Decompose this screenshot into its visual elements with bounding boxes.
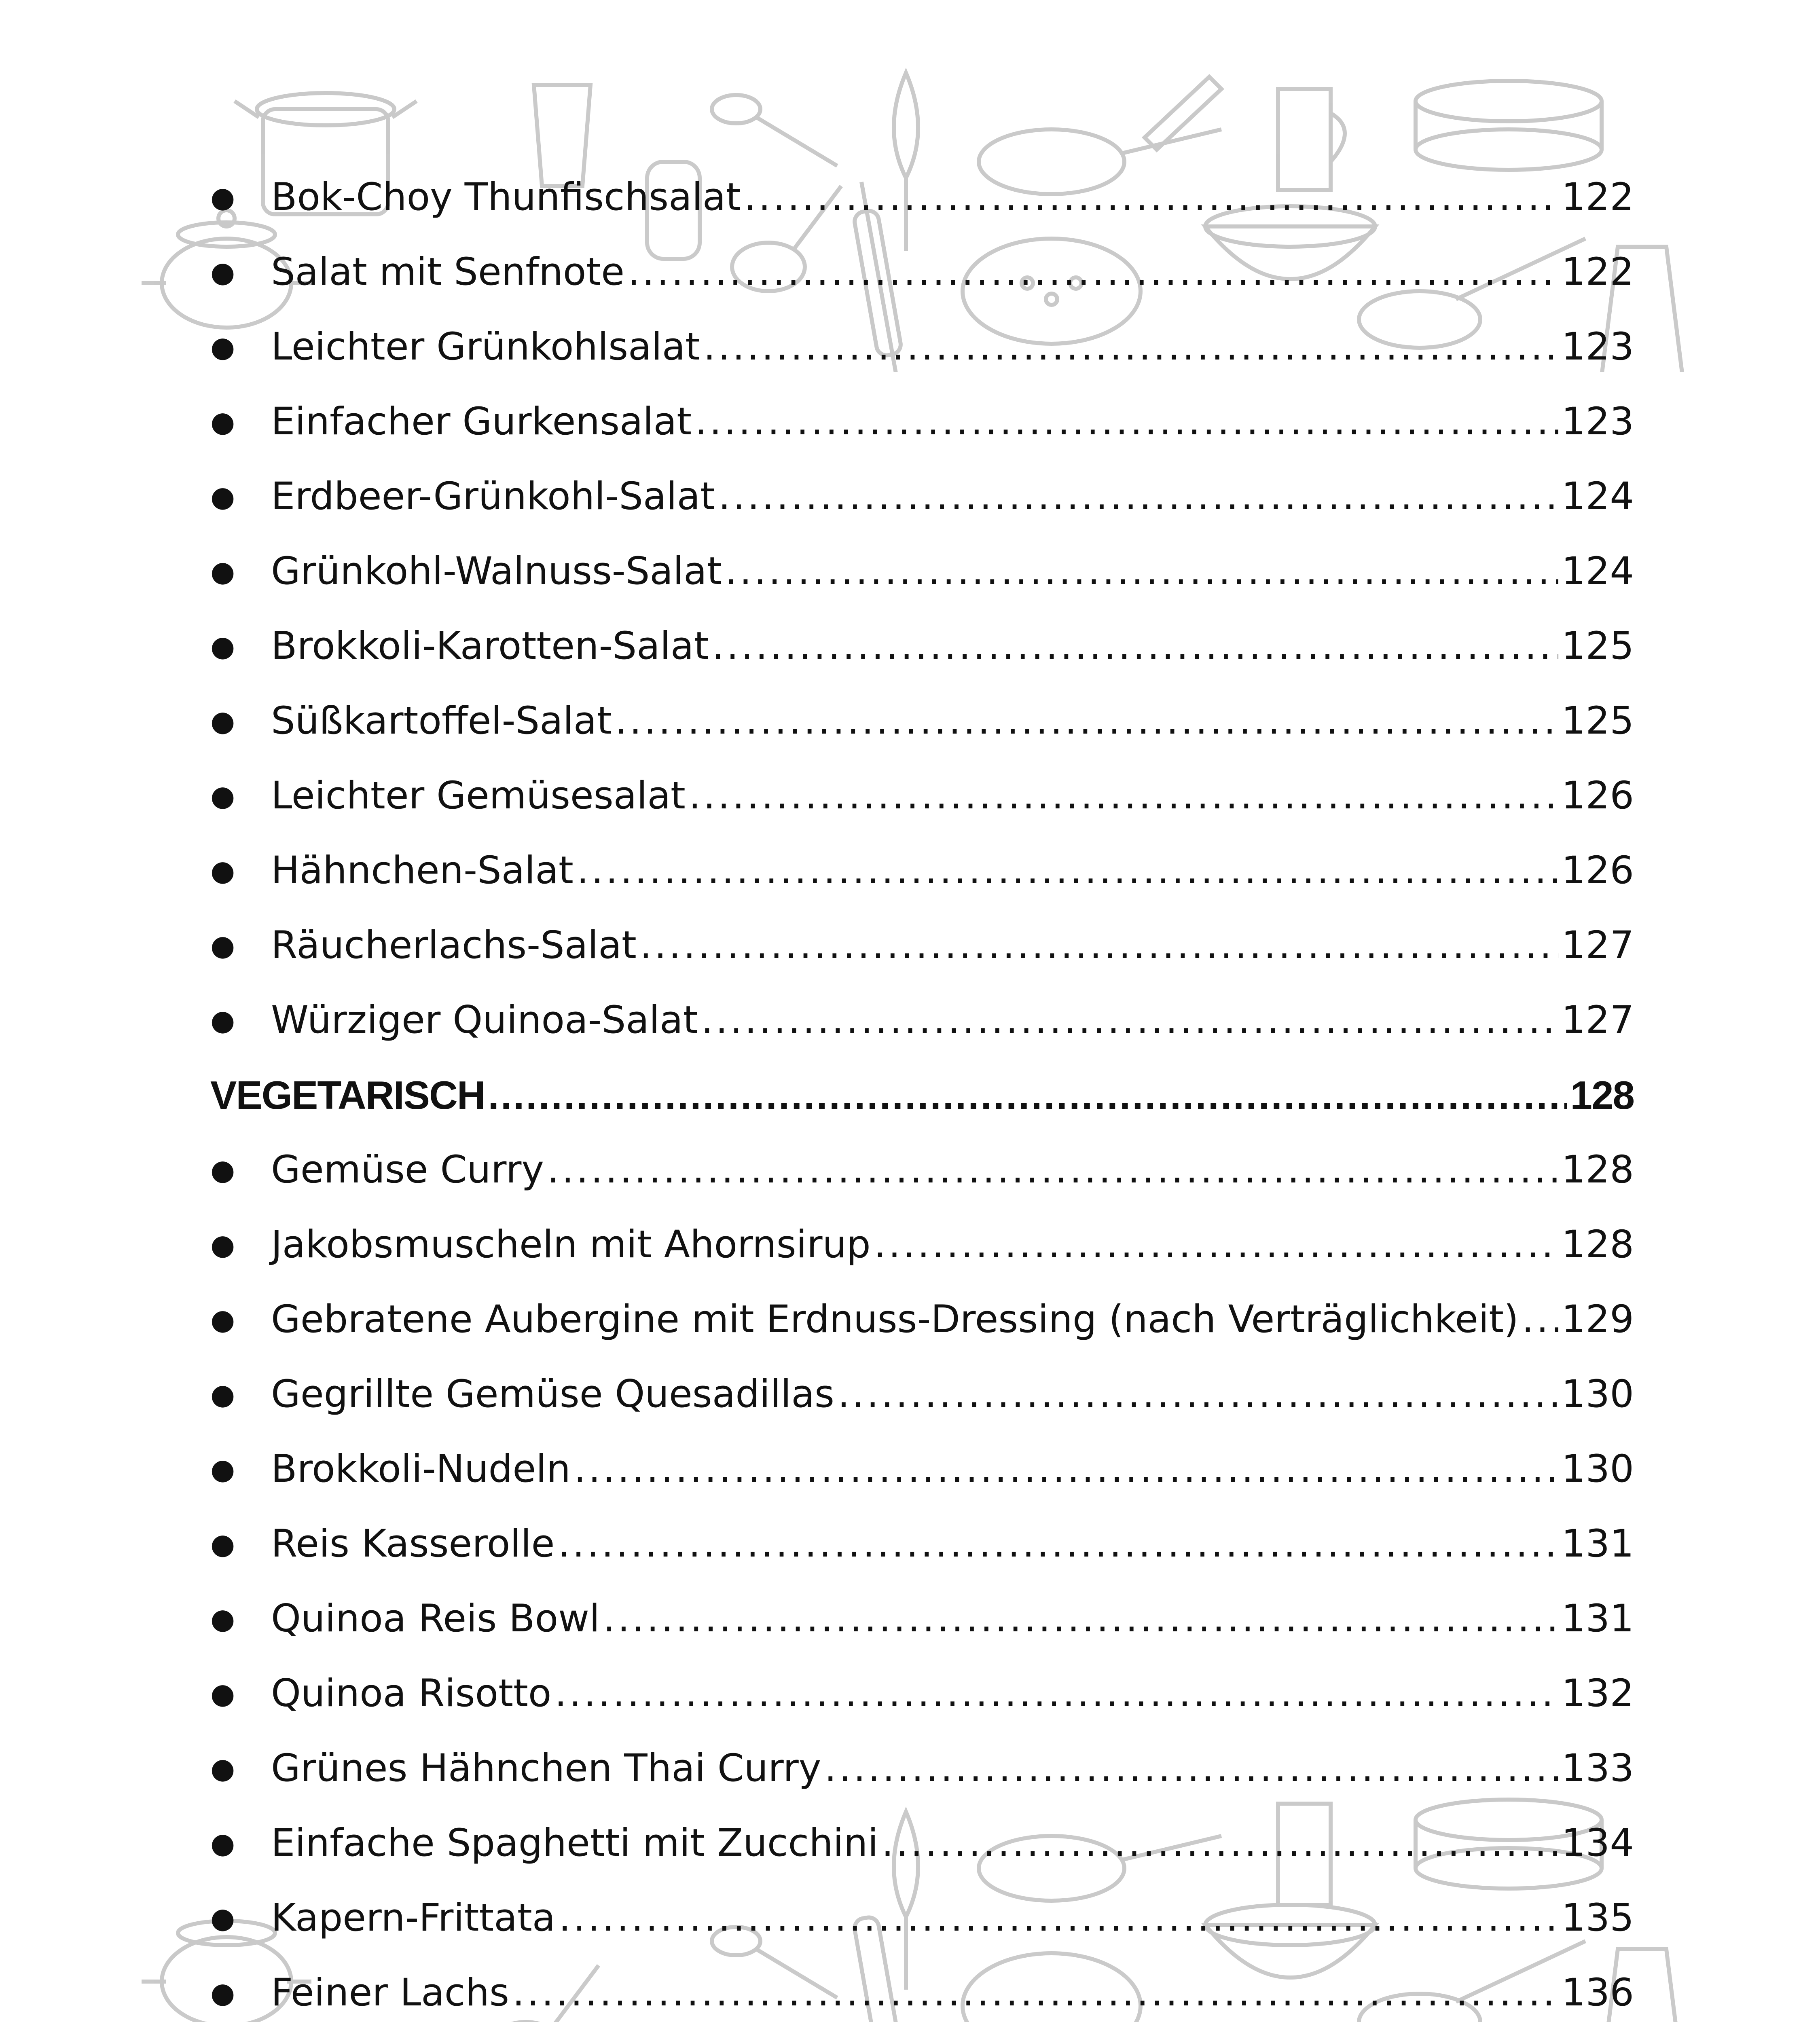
bullet-icon: ●	[210, 1228, 235, 1261]
toc-entry-line	[271, 773, 1634, 818]
toc-entry[interactable]	[210, 534, 1634, 609]
bullet-icon: ●	[210, 629, 235, 663]
toc-entry[interactable]	[210, 459, 1634, 534]
toc-entry-title: Würziger Quinoa-Salat	[271, 998, 698, 1042]
toc-entry-line	[271, 1147, 1634, 1192]
bullet-icon: ●	[210, 480, 235, 513]
bullet-icon: ●	[210, 929, 235, 962]
toc-entry-line	[271, 1596, 1634, 1641]
toc-entry-page-number: 126	[1561, 848, 1634, 893]
toc-entry-title: Jakobsmuscheln mit Ahornsirup	[271, 1222, 871, 1267]
toc-entry-line	[271, 1297, 1634, 1341]
toc-entry-title: Feiner Lachs	[271, 1970, 510, 2015]
bullet-icon: ●	[210, 554, 235, 588]
dot-leader	[628, 253, 1558, 291]
bullet-icon: ●	[210, 1003, 235, 1037]
toc-entry-line	[271, 1671, 1634, 1715]
toc-entry-page-number: 123	[1561, 324, 1634, 369]
bullet-icon: ●	[210, 255, 235, 289]
toc-entry-line	[271, 1222, 1634, 1267]
toc-entry[interactable]	[210, 235, 1634, 309]
dot-leader	[712, 627, 1558, 665]
toc-entry-page-number: 128	[1570, 1072, 1634, 1117]
toc-entry-title: Einfache Spaghetti mit Zucchini	[271, 1821, 878, 1865]
toc-entry-title: Gemüse Curry	[271, 1147, 544, 1192]
toc-entry-page-number: 134	[1561, 1821, 1634, 1865]
toc-entry-title: Leichter Grünkohlsalat	[271, 324, 700, 369]
bullet-icon: ●	[210, 1602, 235, 1635]
toc-entry[interactable]	[210, 833, 1634, 908]
toc-entry-title: Süßkartoffel-Salat	[271, 698, 612, 743]
bullet-icon: ●	[210, 1303, 235, 1336]
toc-entry-title: Quinoa Risotto	[271, 1671, 552, 1715]
toc-entry[interactable]	[210, 1656, 1634, 1731]
toc-entry[interactable]	[210, 160, 1634, 235]
toc-entry-title: Brokkoli-Nudeln	[271, 1447, 571, 1491]
table-of-contents	[210, 160, 1634, 2022]
toc-entry-title: Brokkoli-Karotten-Salat	[271, 624, 709, 668]
toc-entry[interactable]	[210, 609, 1634, 683]
toc-entry-page-number: 132	[1561, 1671, 1634, 1715]
toc-entry-page-number: 130	[1561, 1372, 1634, 1416]
dot-leader	[744, 178, 1558, 216]
dot-leader	[547, 1151, 1558, 1189]
toc-entry-line	[271, 250, 1634, 294]
toc-entry-title: Bok-Choy Thunfischsalat	[271, 175, 741, 219]
dot-leader	[640, 926, 1558, 964]
toc-entry-title: Gegrillte Gemüse Quesadillas	[271, 1372, 834, 1416]
bullet-icon: ●	[210, 1826, 235, 1860]
toc-entry-line	[271, 698, 1634, 743]
toc-entry-page-number: 122	[1561, 175, 1634, 219]
toc-entry-title: Einfacher Gurkensalat	[271, 399, 692, 444]
toc-entry-title: Reis Kasserolle	[271, 1521, 555, 1566]
toc-entry[interactable]	[210, 1506, 1634, 1581]
bullet-icon: ●	[210, 1976, 235, 2009]
toc-entry-line	[271, 1895, 1634, 1940]
dot-leader	[558, 1525, 1558, 1563]
toc-entry-title: Hähnchen-Salat	[271, 848, 574, 893]
toc-entry-page-number: 136	[1561, 1970, 1634, 2015]
toc-entry[interactable]	[210, 1581, 1634, 1656]
toc-entry-title: Grünes Hähnchen Thai Curry	[271, 1746, 821, 1790]
toc-entry-line	[271, 1372, 1634, 1416]
toc-entry[interactable]	[210, 1731, 1634, 1806]
knife-icon	[1145, 77, 1221, 150]
toc-entry-line	[271, 923, 1634, 967]
toc-entry-line	[271, 549, 1634, 593]
toc-entry-page-number: 125	[1561, 624, 1634, 668]
dot-leader	[718, 478, 1558, 516]
toc-entry[interactable]	[210, 983, 1634, 1058]
dot-leader	[1522, 1301, 1558, 1339]
bullet-icon: ●	[210, 180, 235, 214]
toc-entry[interactable]	[210, 1357, 1634, 1432]
toc-entry-line	[271, 1746, 1634, 1790]
toc-entry-title: Grünkohl-Walnuss-Salat	[271, 549, 722, 593]
dot-leader	[488, 1075, 1567, 1115]
bullet-icon: ●	[210, 779, 235, 812]
dot-leader	[689, 777, 1558, 815]
toc-entry-page-number: 126	[1561, 773, 1634, 818]
toc-entry-title: Erdbeer-Grünkohl-Salat	[271, 474, 715, 518]
dot-leader	[574, 1450, 1558, 1488]
toc-entry[interactable]	[210, 1806, 1634, 1880]
bullet-icon: ●	[210, 1527, 235, 1561]
toc-entry-line	[271, 324, 1634, 369]
toc-entry-title: VEGETARISCH	[210, 1072, 485, 1117]
toc-entry-page-number: 131	[1561, 1521, 1634, 1566]
dot-leader	[725, 552, 1558, 590]
toc-entry-line	[271, 1970, 1634, 2015]
spoon-icon	[712, 95, 837, 166]
toc-entry[interactable]	[210, 683, 1634, 758]
toc-entry-page-number: 130	[1561, 1447, 1634, 1491]
toc-entry-page-number: 129	[1561, 1297, 1634, 1341]
dot-leader	[577, 852, 1558, 890]
bullet-icon: ●	[210, 704, 235, 738]
dot-leader	[824, 1749, 1558, 1787]
toc-entry-page-number: 124	[1561, 474, 1634, 518]
dot-leader	[559, 1899, 1558, 1937]
bullet-icon: ●	[210, 1901, 235, 1935]
toc-entry[interactable]	[210, 1207, 1634, 1282]
bullet-icon: ●	[210, 330, 235, 364]
toc-entry-page-number: 123	[1561, 399, 1634, 444]
dot-leader	[615, 702, 1558, 740]
toc-entry[interactable]	[210, 1432, 1634, 1506]
toc-entry-line	[271, 474, 1634, 518]
toc-entry-page-number: 135	[1561, 1895, 1634, 1940]
toc-entry[interactable]	[210, 908, 1634, 983]
toc-entry[interactable]	[210, 1132, 1634, 1207]
toc-section-heading[interactable]	[210, 1058, 1634, 1132]
toc-entry-line	[271, 1447, 1634, 1491]
dot-leader	[554, 1675, 1558, 1713]
toc-entry-title: Salat mit Senfnote	[271, 250, 625, 294]
cake-ring-icon	[1416, 81, 1602, 170]
toc-entry-title: Räucherlachs-Salat	[271, 923, 637, 967]
dot-leader	[882, 1824, 1558, 1862]
toc-entry-page-number: 127	[1561, 998, 1634, 1042]
toc-entry-page-number: 128	[1561, 1222, 1634, 1267]
toc-entry-line	[271, 1521, 1634, 1566]
bullet-icon: ●	[210, 1751, 235, 1785]
toc-entry-line	[271, 1821, 1634, 1865]
toc-entry-title: Kapern-Frittata	[271, 1895, 556, 1940]
bullet-icon: ●	[210, 1677, 235, 1710]
toc-entry-line	[210, 1072, 1634, 1117]
toc-entry-page-number: 131	[1561, 1596, 1634, 1641]
dot-leader	[701, 1001, 1558, 1039]
toc-entry[interactable]	[210, 1955, 1634, 2022]
bullet-icon: ●	[210, 1452, 235, 1486]
dot-leader	[703, 328, 1558, 366]
toc-entry-page-number: 125	[1561, 698, 1634, 743]
toc-entry-line	[271, 399, 1634, 444]
toc-entry-line	[271, 624, 1634, 668]
toc-entry-line	[271, 848, 1634, 893]
toc-entry-page-number: 128	[1561, 1147, 1634, 1192]
toc-entry[interactable]	[210, 1282, 1634, 1357]
dot-leader	[603, 1600, 1558, 1638]
bullet-icon: ●	[210, 854, 235, 887]
toc-entry-title: Leichter Gemüsesalat	[271, 773, 686, 818]
toc-entry[interactable]	[210, 384, 1634, 459]
toc-entry[interactable]	[210, 1880, 1634, 1955]
toc-entry-title: Quinoa Reis Bowl	[271, 1596, 600, 1641]
toc-entry[interactable]	[210, 309, 1634, 384]
toc-entry-line	[271, 998, 1634, 1042]
toc-entry-line	[271, 175, 1634, 219]
dot-leader	[512, 1974, 1558, 2012]
bullet-icon: ●	[210, 405, 235, 438]
toc-entry[interactable]	[210, 758, 1634, 833]
toc-entry-page-number: 122	[1561, 250, 1634, 294]
bullet-icon: ●	[210, 1153, 235, 1187]
dot-leader	[874, 1226, 1558, 1264]
toc-entry-page-number: 133	[1561, 1746, 1634, 1790]
toc-entry-page-number: 127	[1561, 923, 1634, 967]
dot-leader	[838, 1375, 1558, 1413]
bullet-icon: ●	[210, 1377, 235, 1411]
dot-leader	[695, 403, 1558, 441]
toc-entry-title: Gebratene Aubergine mit Erdnuss-Dressing (nach Verträglichkeit)	[271, 1297, 1519, 1341]
toc-entry-page-number: 124	[1561, 549, 1634, 593]
